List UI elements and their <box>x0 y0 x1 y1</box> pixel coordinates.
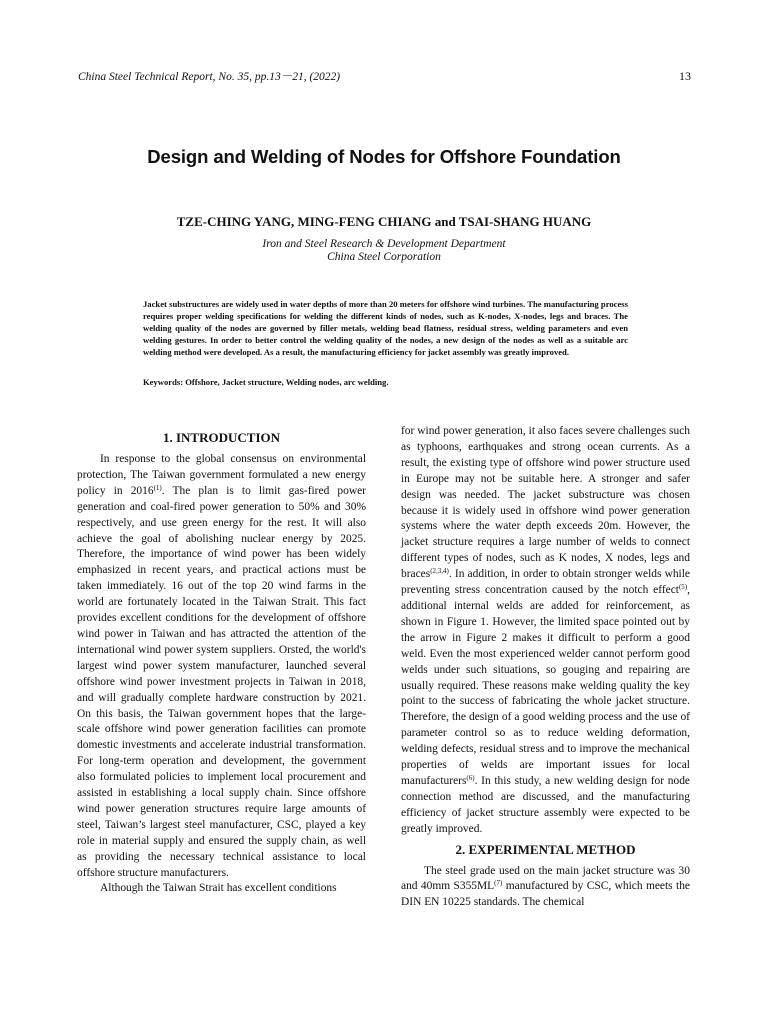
method-paragraph-1 <box>401 864 690 912</box>
citation-ref: (2,3,4) <box>430 567 449 576</box>
intro-text-part-1: In response to the global consensus on environmental protection, The Taiwan government formulated a new energy policy in 2016 <box>77 453 366 497</box>
citation-ref: (1) <box>153 483 162 492</box>
intro-continuation-paragraph <box>401 424 690 838</box>
affiliation-department: Iron and Steel Research & Development Department <box>262 238 506 250</box>
citation-ref: (6) <box>466 773 475 782</box>
citation-ref: (7) <box>494 879 503 888</box>
intro-text-part-2: . The plan is to limit gas-fired power generation and coal-fired power generation to 50% and 30% respectively, and use green energy for the rest. It will also achieve the goal of abolishing nuclear energy by 2025. Therefore, the importance of wind power has been widely emphasized in recent years, and practical actions must be taken immediately. 16 out of the top 20 wind farms in the world are fortunately located in the Taiwan Strait. This fact provides excellent conditions for the development of offshore wind power in Taiwan and has attracted the attention of the international wind power system suppliers. Orsted, the world's largest wind power system manufacturer, launched several offshore wind power investment projects in Taiwan in 2018, and will gradually complete hardware construction by 2021. On this basis, the Taiwan government hopes that the large-scale offshore wind power generation facilities can promote domestic investments and accelerate industrial transformation. For long-term operation and development, the government also formulated policies to implement local procurement and assisted in establishing a local supply chain. Since offshore wind power generation structures require large amounts of steel, Taiwan’s largest steel manufacturer, CSC, played a key role in material supply and ensured the supply chain, as well as providing the necessary technical assistance to local offshore structure manufacturers. <box>77 484 366 879</box>
section-heading-experimental-method: 2. EXPERIMENTAL METHOD <box>455 841 636 857</box>
affiliation <box>0 238 768 264</box>
method-text-part-2: manufactured by CSC, which meets the DIN EN 10225 standards. The chemical <box>401 880 690 909</box>
paper-title: Design and Welding of Nodes for Offshore Foundation <box>147 146 621 167</box>
abstract: Jacket substructures are widely used in water depths of more than 20 meters for offshore wind turbines. The manufacturing process requires proper welding specifications for welding the different kinds of nodes, such as K-nodes, X-nodes, legs and braces. The welding quality of the nodes are governed by filler metals, welding bead flatness, residual stress, welding parameters and even welding gestures. In order to better control the welding quality of the nodes, a new design of the nodes as well as a suitable arc welding method were developed. As a result, the manufacturing efficiency for jacket assembly was greatly improved. <box>143 299 628 358</box>
running-header <box>78 68 691 84</box>
left-column <box>77 426 366 897</box>
continuation-text-part-1: for wind power generation, it also faces severe challenges such as typhoons, earthquakes and strong ocean currents. As a result, the existing type of offshore wind power structure used in Europe may not be suitable here. A stronger and safer design was needed. The jacket substructure was chosen because it is widely used in offshore wind power generation systems where the water depth exceeds 20m. However, the jacket structure requires a large number of welds to connect different types of nodes, such as K nodes, X nodes, legs and braces <box>401 425 690 581</box>
method-text-part-1: The steel grade used on the main jacket structure was 30 and 40mm S355ML <box>401 864 690 893</box>
intro-paragraph-1 <box>77 452 366 881</box>
citation-ref: (5) <box>678 583 688 592</box>
intro-paragraph-2: Although the Taiwan Strait has excellent conditions <box>100 882 337 895</box>
journal-citation: China Steel Technical Report, No. 35, pp.13－21, (2022) <box>78 71 341 83</box>
continuation-text-part-2: . In addition, in order to obtain stronger welds while preventing stress concentration caused by the notch effect <box>401 568 690 597</box>
affiliation-organization: China Steel Corporation <box>327 251 441 263</box>
continuation-text-part-3: , additional internal welds are added for reinforcement, as shown in Figure 1. However, the limited space pointed out by the arrow in Figure 2 makes it difficult to perform a good weld. Even the most experienced welder cannot perform good welds under such situations, so gouging and repairing are usually required. These reasons make welding quality the key point to the success of fabricating the whole jacket structure. Therefore, the design of a good welding process and the use of parameter control so as to reduce welding deformation, welding defects, residual stress and to improve the mechanical properties of welds are important issues for local manufacturers <box>401 584 690 787</box>
right-column <box>401 424 690 911</box>
author-list: TZE-CHING YANG, MING-FENG CHIANG and TSAI-SHANG HUANG <box>176 214 592 229</box>
section-heading-introduction: 1. INTRODUCTION <box>162 430 280 445</box>
keywords: Keywords: Offshore, Jacket structure, Welding nodes, arc welding. <box>143 377 389 387</box>
page-number: 13 <box>679 69 691 83</box>
continuation-text-part-4: . In this study, a new welding design for node connection method are discussed, and the manufacturing efficiency of jacket structure assembly were expected to be greatly improved. <box>401 774 690 835</box>
